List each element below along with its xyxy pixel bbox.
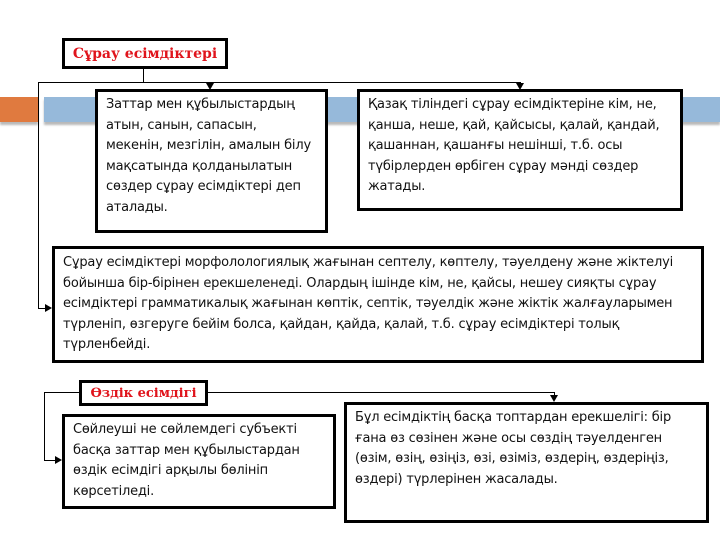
connector-line (38, 82, 521, 83)
connector-line (207, 392, 555, 393)
reflexive-definition-box (62, 414, 336, 509)
connector-line (38, 82, 39, 309)
reflexive-features-text: Бұл есімдіктің басқа топтардан ерекшелігі: бір ғана өз сөзінен және осы сөздің тәуелденген (өзім, өзің, өзіңіз, өзі, өзіміз, өздерің, өздеріңіз, өздері) түрлерінен жасалады. (355, 410, 672, 487)
interrogative-title-box (62, 38, 228, 69)
arrow-right-icon (45, 304, 52, 312)
interrogative-morphology-text: Сұрау есімдіктері морфолологиялық жағынан септелу, көптелу, тәуелдену және жіктелуі бойынша бір-бірінен ерекшеленеді. Олардың ішінде кім, не, қайсы, нешеу сияқты сұрау есімдіктері грамматикалық жағынан көптік, септік, тәуелдік және жіктік жалғауларымен түрленіп, өзгеруге бейім болса, қайдан, қайда, қалай, т.б. сұрау есімдіктері толық түрленбейді. (63, 255, 673, 352)
interrogative-morphology-box (52, 246, 704, 363)
connector-line (44, 392, 45, 461)
reflexive-features-box (344, 402, 709, 523)
accent-band-orange (0, 97, 38, 122)
reflexive-title: Өздік есімдігі (90, 385, 197, 401)
interrogative-definition-text: Заттар мен құбылыстардың атын, санын, сапасын, мекенін, мезгілін, амалын білу мақсатында қолданылатын сөздер сұрау есімдіктері деп аталады. (106, 97, 311, 215)
arrow-right-icon (55, 456, 62, 464)
interrogative-title: Сұрау есімдіктері (72, 45, 218, 62)
interrogative-examples-text: Қазақ тіліндегі сұрау есімдіктеріне кім, не, қанша, неше, қай, қайсысы, қалай, қандай, қашаннан, қашанғы нешінші, т.б. осы түбірлерден өрбіген сұрау мәнді сөздер жатады. (368, 97, 660, 194)
interrogative-examples-box (357, 89, 683, 211)
reflexive-definition-text: Сөйлеуші не сөйлемдегі субъекті басқа заттар мен құбылыстардан өздік есімдігі арқылы бөлініп көрсетіледі. (73, 422, 300, 499)
reflexive-title-box (79, 380, 208, 406)
connector-line (44, 392, 79, 393)
connector-line (143, 68, 144, 83)
arrow-down-icon (550, 395, 558, 402)
interrogative-definition-box (95, 89, 328, 233)
